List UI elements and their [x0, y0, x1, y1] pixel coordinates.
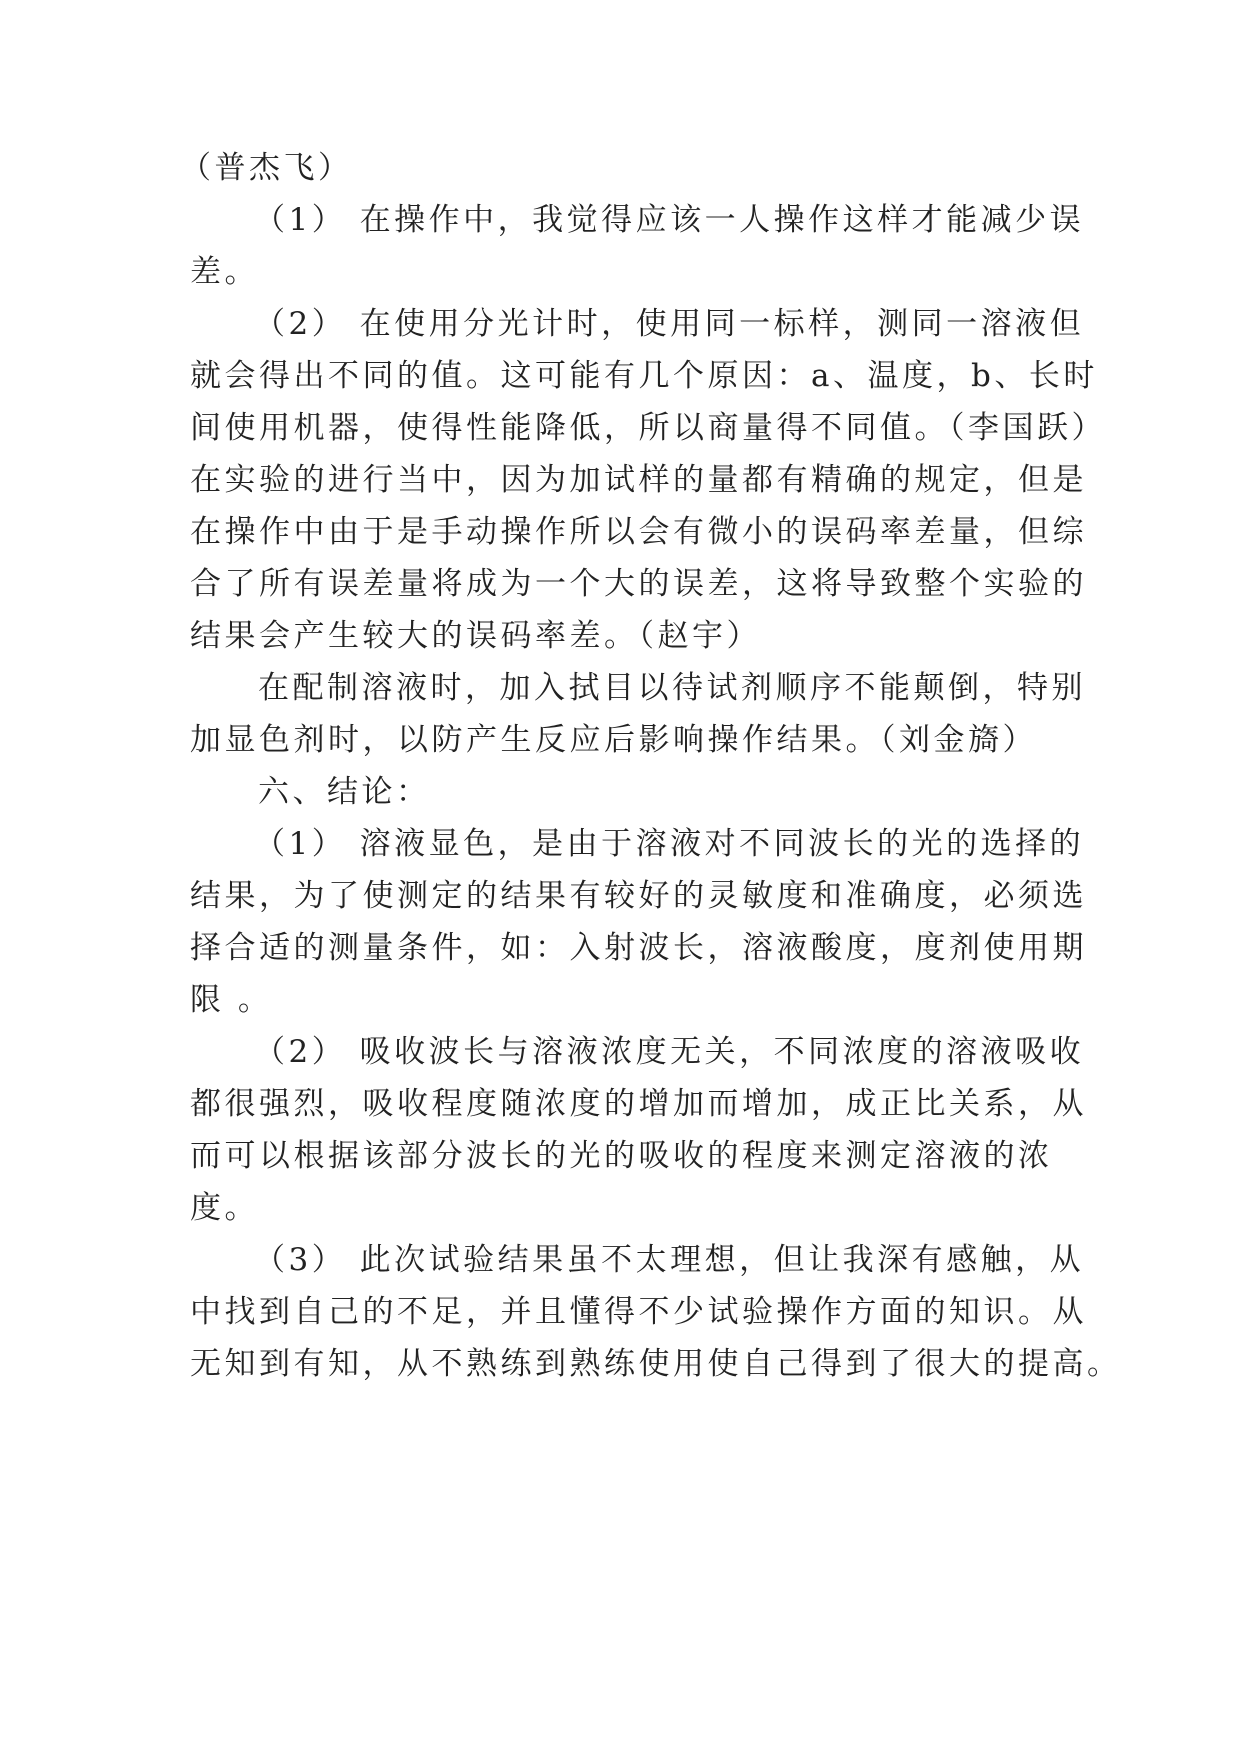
paragraph-line: 就会得出不同的值。这可能有几个原因：a、温度，b、长时: [190, 358, 1098, 394]
paragraph-line: 结果会产生较大的误码率差。（赵宇）: [190, 618, 761, 654]
paragraph-line: 在操作中由于是手动操作所以会有微小的误码率差量，但综: [190, 514, 1087, 550]
paragraph-line: 而可以根据该部分波长的光的吸收的程度来测定溶液的浓: [190, 1138, 1053, 1174]
paragraph-line: 加显色剂时，以防产生反应后影响操作结果。（刘金旖）: [190, 722, 1037, 758]
paragraph-line: 择合适的测量条件，如：入射波长，溶液酸度，度剂使用期: [190, 930, 1087, 966]
paragraph-line: （2） 在使用分光计时，使用同一标样，测同一溶液但: [254, 306, 1085, 342]
author-note: （普杰飞）: [180, 150, 353, 186]
paragraph-line: （1） 溶液显色，是由于溶液对不同波长的光的选择的: [254, 826, 1085, 862]
paragraph-line: 在配制溶液时，加入拭目以待试剂顺序不能颠倒，特别: [258, 670, 1086, 706]
paragraph-line: 都很强烈，吸收程度随浓度的增加而增加，成正比关系，从: [190, 1086, 1087, 1122]
paragraph-line: 差。: [190, 254, 259, 290]
paragraph-line: 在实验的进行当中，因为加试样的量都有精确的规定，但是: [190, 462, 1087, 498]
paragraph-line: 无知到有知，从不熟练到熟练使用使自己得到了很大的提高。: [190, 1346, 1122, 1382]
paragraph-line: 中找到自己的不足，并且懂得不少试验操作方面的知识。从: [190, 1294, 1087, 1330]
paragraph-line: （1） 在操作中，我觉得应该一人操作这样才能减少误: [254, 202, 1085, 238]
paragraph-line: 结果，为了使测定的结果有较好的灵敏度和准确度，必须选: [190, 878, 1087, 914]
paragraph-line: （2） 吸收波长与溶液浓度无关，不同浓度的溶液吸收: [254, 1034, 1085, 1070]
paragraph-line: 限 。: [190, 982, 273, 1018]
paragraph-line: （3） 此次试验结果虽不太理想，但让我深有感触，从: [254, 1242, 1085, 1278]
paragraph-line: 度。: [190, 1190, 259, 1226]
paragraph-line: 合了所有误差量将成为一个大的误差，这将导致整个实验的: [190, 566, 1087, 602]
paragraph-line: 间使用机器，使得性能降低，所以商量得不同值。（李国跃）: [190, 410, 1106, 446]
section-heading: 六、结论：: [258, 774, 431, 810]
